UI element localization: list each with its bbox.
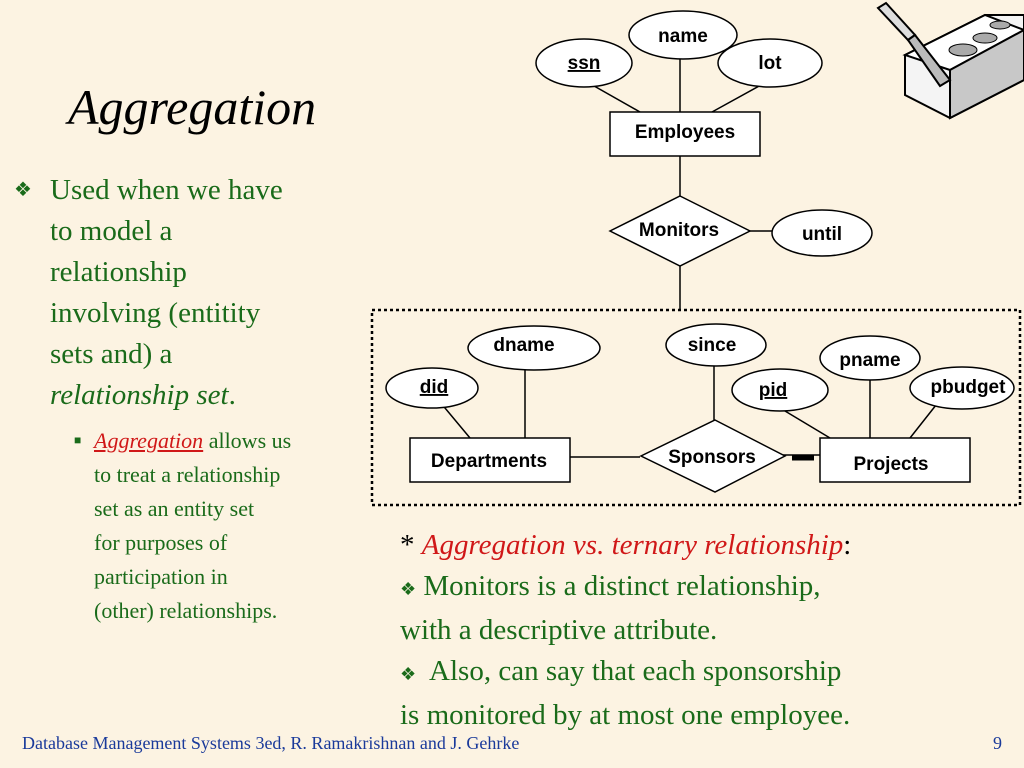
svg-text:pname: pname xyxy=(839,350,901,371)
diamond-bullet-icon: ❖ xyxy=(400,664,417,684)
comparison-note xyxy=(400,525,1010,736)
svg-text:ssn: ssn xyxy=(567,53,601,74)
svg-text:pbudget: pbudget xyxy=(930,377,1006,398)
attribute-pname xyxy=(820,336,920,380)
svg-text:until: until xyxy=(801,224,843,245)
square-bullet-icon: ■ xyxy=(74,433,82,447)
svg-text:since: since xyxy=(687,335,737,356)
note-line: Monitors is a distinct relationship, xyxy=(423,570,821,602)
sub-bullet-line: participation in xyxy=(94,564,228,589)
bullet-line: relationship xyxy=(50,256,187,288)
note-colon: : xyxy=(843,529,852,561)
attribute-did xyxy=(386,368,478,408)
diamond-bullet-icon: ❖ xyxy=(400,579,417,599)
bullet-line: involving (entitity xyxy=(50,297,261,329)
svg-text:Sponsors: Sponsors xyxy=(668,447,756,468)
entity-departments xyxy=(410,438,570,482)
note-heading: Aggregation vs. ternary relationship xyxy=(421,529,844,561)
entity-employees xyxy=(610,112,760,156)
attribute-ssn xyxy=(536,39,632,87)
attribute-pbudget xyxy=(910,367,1014,409)
bullet-end: . xyxy=(228,379,236,411)
sub-bullet-line: set as an entity set xyxy=(94,496,255,521)
note-line: with a descriptive attribute. xyxy=(400,614,718,646)
bullet-italic-term: relationship set xyxy=(50,379,229,411)
footer-citation: Database Management Systems 3ed, R. Ramakrishnan and J. Gehrke xyxy=(22,733,520,753)
page-number: 9 xyxy=(993,733,1002,753)
sub-bullet-line: for purposes of xyxy=(94,530,228,555)
diamond-bullet-icon: ❖ xyxy=(14,179,32,201)
page-title: Aggregation xyxy=(68,79,317,135)
svg-text:did: did xyxy=(419,377,449,398)
bullet-line: Used when we have xyxy=(50,174,283,206)
aggregation-term: Aggregation xyxy=(94,428,204,453)
svg-text:name: name xyxy=(658,26,708,47)
note-line: is monitored by at most one employee. xyxy=(400,699,851,731)
sub-bullet-line: (other) relationships. xyxy=(94,598,278,623)
attribute-lot xyxy=(718,39,822,87)
attribute-dname xyxy=(468,326,600,370)
svg-text:Monitors: Monitors xyxy=(638,220,720,241)
bullet-line: sets and) a xyxy=(50,338,173,370)
sub-bullet-line: allows us xyxy=(208,428,292,453)
entity-projects xyxy=(820,438,970,482)
attribute-since xyxy=(666,324,766,366)
note-line: Also, can say that each sponsorship xyxy=(429,655,842,687)
relationship-sponsors xyxy=(641,420,785,492)
svg-text:Employees: Employees xyxy=(634,122,736,143)
note-star: * xyxy=(400,529,422,561)
attribute-until xyxy=(772,210,872,256)
attribute-name xyxy=(629,11,737,59)
svg-text:Departments: Departments xyxy=(430,451,548,472)
sub-bullet-line: to treat a relationship xyxy=(94,462,281,487)
svg-text:pid: pid xyxy=(758,380,788,401)
brick-and-trowel-icon xyxy=(878,3,1024,118)
svg-text:Projects: Projects xyxy=(853,454,929,475)
svg-text:dname: dname xyxy=(493,335,555,356)
relationship-monitors xyxy=(610,196,750,266)
attribute-pid xyxy=(732,369,828,411)
svg-text:lot: lot xyxy=(758,53,782,74)
bullet-line: to model a xyxy=(50,215,173,247)
